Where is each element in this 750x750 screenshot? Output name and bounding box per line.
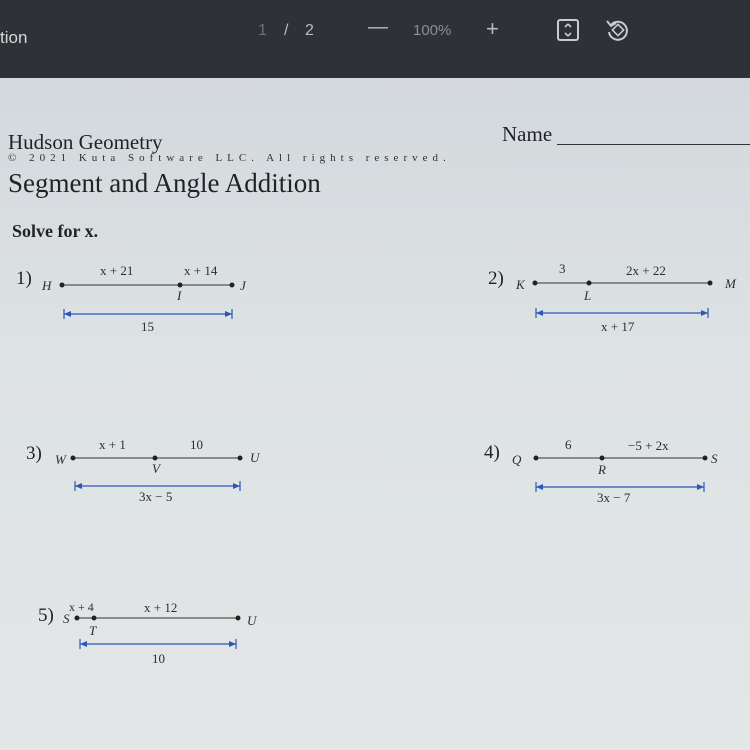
point-label: H bbox=[42, 278, 52, 293]
total-label: 10 bbox=[152, 651, 165, 666]
measure-line bbox=[80, 639, 236, 649]
point-dot bbox=[178, 283, 183, 288]
measure-line bbox=[64, 309, 232, 319]
point-dot bbox=[92, 616, 97, 621]
point-label: V bbox=[152, 461, 160, 476]
total-label: 3x − 7 bbox=[597, 490, 631, 505]
point-dot bbox=[236, 616, 241, 621]
segment-figure-2 bbox=[533, 281, 713, 319]
point-dot bbox=[238, 456, 243, 461]
point-dot bbox=[60, 283, 65, 288]
point-label: U bbox=[247, 613, 257, 628]
point-label: W bbox=[55, 452, 66, 467]
total-label: x + 17 bbox=[601, 319, 635, 334]
point-dot bbox=[703, 456, 708, 461]
problem-number: 4) bbox=[484, 442, 500, 463]
total-label: 15 bbox=[141, 319, 154, 334]
point-label: K bbox=[516, 277, 525, 292]
measure-line bbox=[536, 308, 708, 318]
total-label: 3x − 5 bbox=[139, 489, 173, 504]
segment-label: 6 bbox=[565, 437, 572, 452]
course-name: Hudson Geometry bbox=[8, 130, 163, 154]
point-dot bbox=[71, 456, 76, 461]
segment-figure-3 bbox=[71, 456, 243, 492]
segment-figure-4 bbox=[534, 456, 708, 493]
point-label: U bbox=[250, 450, 260, 465]
problem-number: 5) bbox=[38, 605, 54, 626]
point-dot bbox=[534, 456, 539, 461]
segment-label: 10 bbox=[190, 437, 203, 452]
point-label: L bbox=[584, 288, 592, 303]
problem-number: 3) bbox=[26, 443, 42, 464]
name-label: Name bbox=[502, 122, 553, 146]
measure-line bbox=[75, 481, 240, 491]
point-label: T bbox=[89, 623, 97, 638]
point-label: J bbox=[240, 278, 246, 293]
rotate-icon bbox=[603, 16, 631, 44]
segment-figure-5 bbox=[75, 616, 241, 650]
page-total: 2 bbox=[305, 22, 314, 39]
instructions: Solve for x. bbox=[12, 221, 99, 241]
segment-diagrams bbox=[0, 78, 750, 750]
point-dot bbox=[708, 281, 713, 286]
segment-label: −5 + 2x bbox=[628, 438, 669, 453]
problem-number: 1) bbox=[16, 268, 32, 289]
fit-page-button[interactable] bbox=[555, 17, 581, 43]
segment-label: x + 12 bbox=[144, 600, 178, 615]
page-number-input[interactable]: 1 bbox=[258, 22, 267, 39]
problem-number: 2) bbox=[488, 268, 504, 289]
zoom-in-button[interactable]: + bbox=[486, 16, 499, 41]
point-label: R bbox=[598, 462, 606, 477]
point-label: I bbox=[177, 288, 182, 303]
segment-label: x + 4 bbox=[69, 600, 94, 614]
point-dot bbox=[230, 283, 235, 288]
point-dot bbox=[153, 456, 158, 461]
zoom-level[interactable]: 100% bbox=[413, 22, 452, 39]
point-label: S bbox=[711, 451, 718, 466]
point-label: Q bbox=[512, 452, 522, 467]
segment-figure-1 bbox=[60, 283, 235, 320]
segment-label: x + 14 bbox=[184, 263, 218, 278]
zoom-out-button[interactable]: — bbox=[368, 16, 388, 38]
segment-label: 3 bbox=[559, 261, 566, 276]
copyright-notice: © 2021 Kuta Software LLC. All rights reserved. bbox=[8, 152, 451, 164]
point-dot bbox=[600, 456, 605, 461]
point-label: M bbox=[725, 276, 736, 291]
segment-label: x + 1 bbox=[99, 437, 126, 452]
fit-page-icon bbox=[555, 17, 581, 43]
segment-label: 2x + 22 bbox=[626, 263, 666, 278]
segment-label: x + 21 bbox=[100, 263, 134, 278]
point-label: S bbox=[63, 611, 70, 626]
point-dot bbox=[587, 281, 592, 286]
document-page bbox=[0, 78, 750, 750]
app-title: tion bbox=[0, 28, 28, 47]
point-dot bbox=[75, 616, 80, 621]
worksheet-title: Segment and Angle Addition bbox=[8, 168, 321, 198]
measure-line bbox=[536, 482, 704, 492]
point-dot bbox=[533, 281, 538, 286]
rotate-button[interactable] bbox=[603, 16, 631, 44]
page-separator: / bbox=[284, 22, 289, 39]
pdf-toolbar bbox=[0, 0, 750, 78]
